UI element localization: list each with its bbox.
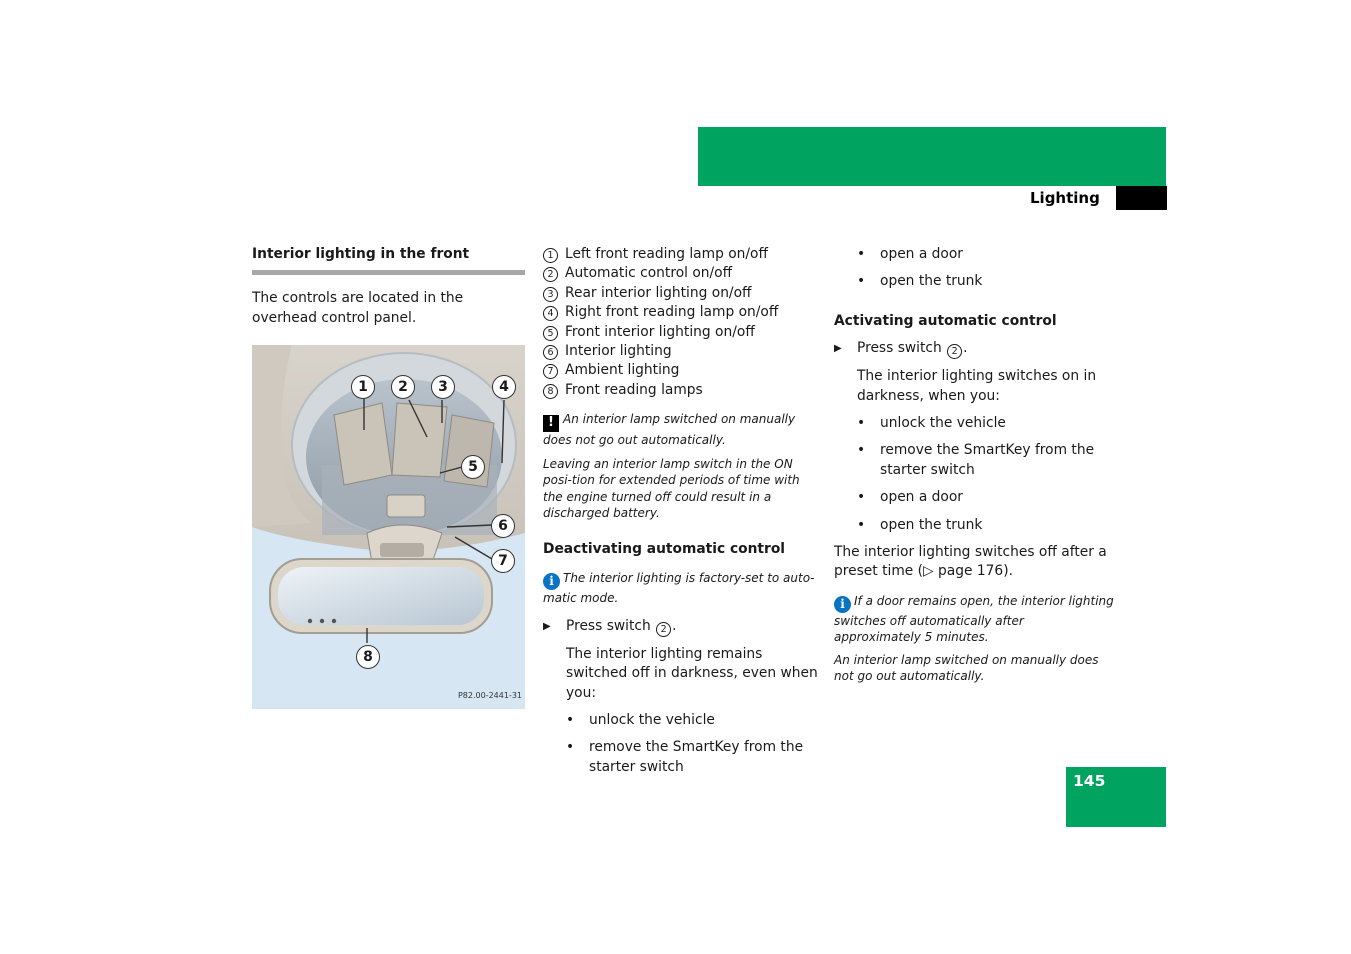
legend-text: Front reading lamps bbox=[565, 381, 703, 398]
legend-list bbox=[543, 245, 818, 400]
right-column bbox=[834, 245, 1114, 685]
step-press-switch bbox=[834, 339, 1114, 359]
list-item-text: open the trunk bbox=[880, 273, 983, 290]
list-item bbox=[834, 414, 1114, 433]
list-item bbox=[834, 488, 1114, 507]
bullet-icon: • bbox=[566, 712, 575, 729]
activating-heading: Activating automatic control bbox=[834, 312, 1057, 329]
legend-item bbox=[543, 245, 818, 264]
callout-1: 1 bbox=[351, 375, 375, 399]
left-column bbox=[252, 245, 525, 709]
middle-column bbox=[543, 245, 818, 777]
overhead-panel-illustration bbox=[252, 345, 525, 709]
legend-item bbox=[543, 342, 818, 361]
legend-item bbox=[543, 264, 818, 283]
callout-7: 7 bbox=[491, 549, 515, 573]
section-marker bbox=[1116, 186, 1167, 210]
legend-text: Rear interior lighting on/off bbox=[565, 284, 752, 301]
legend-item bbox=[543, 303, 818, 322]
step-press-switch bbox=[543, 617, 818, 637]
bullet-icon: • bbox=[857, 273, 866, 290]
step-text: Press switch 2 . bbox=[566, 617, 677, 635]
bullet-icon: • bbox=[857, 442, 866, 459]
switch-number: 2 bbox=[947, 344, 962, 359]
legend-item bbox=[543, 284, 818, 303]
bullet-icon: • bbox=[857, 489, 866, 506]
list-item bbox=[834, 516, 1114, 535]
intro-text: The controls are located in the overhead control panel. bbox=[252, 290, 464, 326]
callout-2: 2 bbox=[391, 375, 415, 399]
legend-text: Interior lighting bbox=[565, 343, 672, 360]
legend-number: 7 bbox=[543, 364, 558, 379]
legend-number: 4 bbox=[543, 306, 558, 321]
legend-text: Right front reading lamp on/off bbox=[565, 304, 779, 321]
battery-note: Leaving an interior lamp switch in the ON posi-tion for extended periods of time with the engine turned off could result in a discharged battery. bbox=[543, 456, 800, 521]
info-icon: i bbox=[543, 573, 560, 590]
legend-number: 6 bbox=[543, 345, 558, 360]
list-item bbox=[543, 711, 818, 730]
step-arrow-icon: ▶ bbox=[834, 343, 842, 355]
list-item-text: open the trunk bbox=[880, 516, 983, 533]
switch-off-text: The interior lighting switches off after a preset time (▷ page 176). bbox=[834, 544, 1107, 580]
list-item bbox=[834, 441, 1114, 480]
chapter-title: Controls in detail bbox=[955, 287, 1106, 305]
legend-item bbox=[543, 361, 818, 380]
list-item-text: open a door bbox=[880, 489, 963, 506]
bullet-icon: • bbox=[857, 516, 866, 533]
section-heading: Interior lighting in the front bbox=[252, 246, 470, 262]
legend-text: Ambient lighting bbox=[565, 362, 680, 379]
list-item-text: unlock the vehicle bbox=[880, 415, 1006, 432]
warning-icon: ! bbox=[543, 415, 559, 432]
legend-item bbox=[543, 381, 818, 400]
deactivating-heading: Deactivating automatic control bbox=[543, 541, 786, 558]
legend-text: Left front reading lamp on/off bbox=[565, 246, 768, 262]
list-item-text: open a door bbox=[880, 246, 963, 262]
heading-rule bbox=[252, 270, 525, 275]
step-text: Press switch 2 . bbox=[857, 340, 968, 358]
warning-text: An interior lamp switched on manually does not go out automatically. bbox=[543, 412, 796, 448]
list-item-text: unlock the vehicle bbox=[589, 712, 715, 729]
list-item-text: remove the SmartKey from the starter switch bbox=[589, 739, 804, 775]
legend-number: 3 bbox=[543, 287, 558, 302]
list-item bbox=[834, 245, 1114, 264]
switch-number: 2 bbox=[656, 622, 671, 637]
step-arrow-icon: ▶ bbox=[543, 620, 551, 632]
legend-number: 2 bbox=[543, 267, 558, 282]
info-text: The interior lighting is factory-set to auto-matic mode. bbox=[543, 571, 815, 606]
list-item bbox=[543, 738, 818, 777]
manual-lamp-note: An interior lamp switched on manually does not go out automatically. bbox=[834, 652, 1099, 684]
legend-item bbox=[543, 323, 818, 342]
callout-3: 3 bbox=[431, 375, 455, 399]
callout-5: 5 bbox=[461, 455, 485, 479]
legend-number: 8 bbox=[543, 384, 558, 399]
legend-number: 5 bbox=[543, 326, 558, 341]
bullet-icon: • bbox=[857, 246, 866, 262]
overhead-panel-figure bbox=[252, 345, 525, 709]
section-title: Lighting bbox=[1030, 189, 1100, 207]
info-icon: i bbox=[834, 596, 851, 613]
info-text: If a door remains open, the interior lighting switches off automatically after approximately 5 minutes. bbox=[834, 593, 1114, 645]
callout-6: 6 bbox=[491, 514, 515, 538]
callout-8: 8 bbox=[356, 645, 380, 669]
callout-4: 4 bbox=[492, 375, 516, 399]
info-note bbox=[834, 593, 1114, 646]
step-result: The interior lighting remains switched off in darkness, even when you: bbox=[566, 645, 818, 701]
list-item bbox=[834, 272, 1114, 291]
info-note bbox=[543, 570, 818, 606]
legend-text: Automatic control on/off bbox=[565, 265, 733, 282]
step-result: The interior lighting switches on in darkness, when you: bbox=[857, 368, 1097, 404]
list-item-text: remove the SmartKey from the starter switch bbox=[880, 442, 1095, 478]
page-number: 145 bbox=[1073, 772, 1106, 790]
legend-number: 1 bbox=[543, 248, 558, 263]
bullet-icon: • bbox=[566, 739, 575, 756]
image-code: P82.00-2441-31 bbox=[457, 690, 522, 700]
bullet-icon: • bbox=[857, 415, 866, 432]
warning-note bbox=[543, 411, 818, 448]
legend-text: Front interior lighting on/off bbox=[565, 323, 755, 340]
